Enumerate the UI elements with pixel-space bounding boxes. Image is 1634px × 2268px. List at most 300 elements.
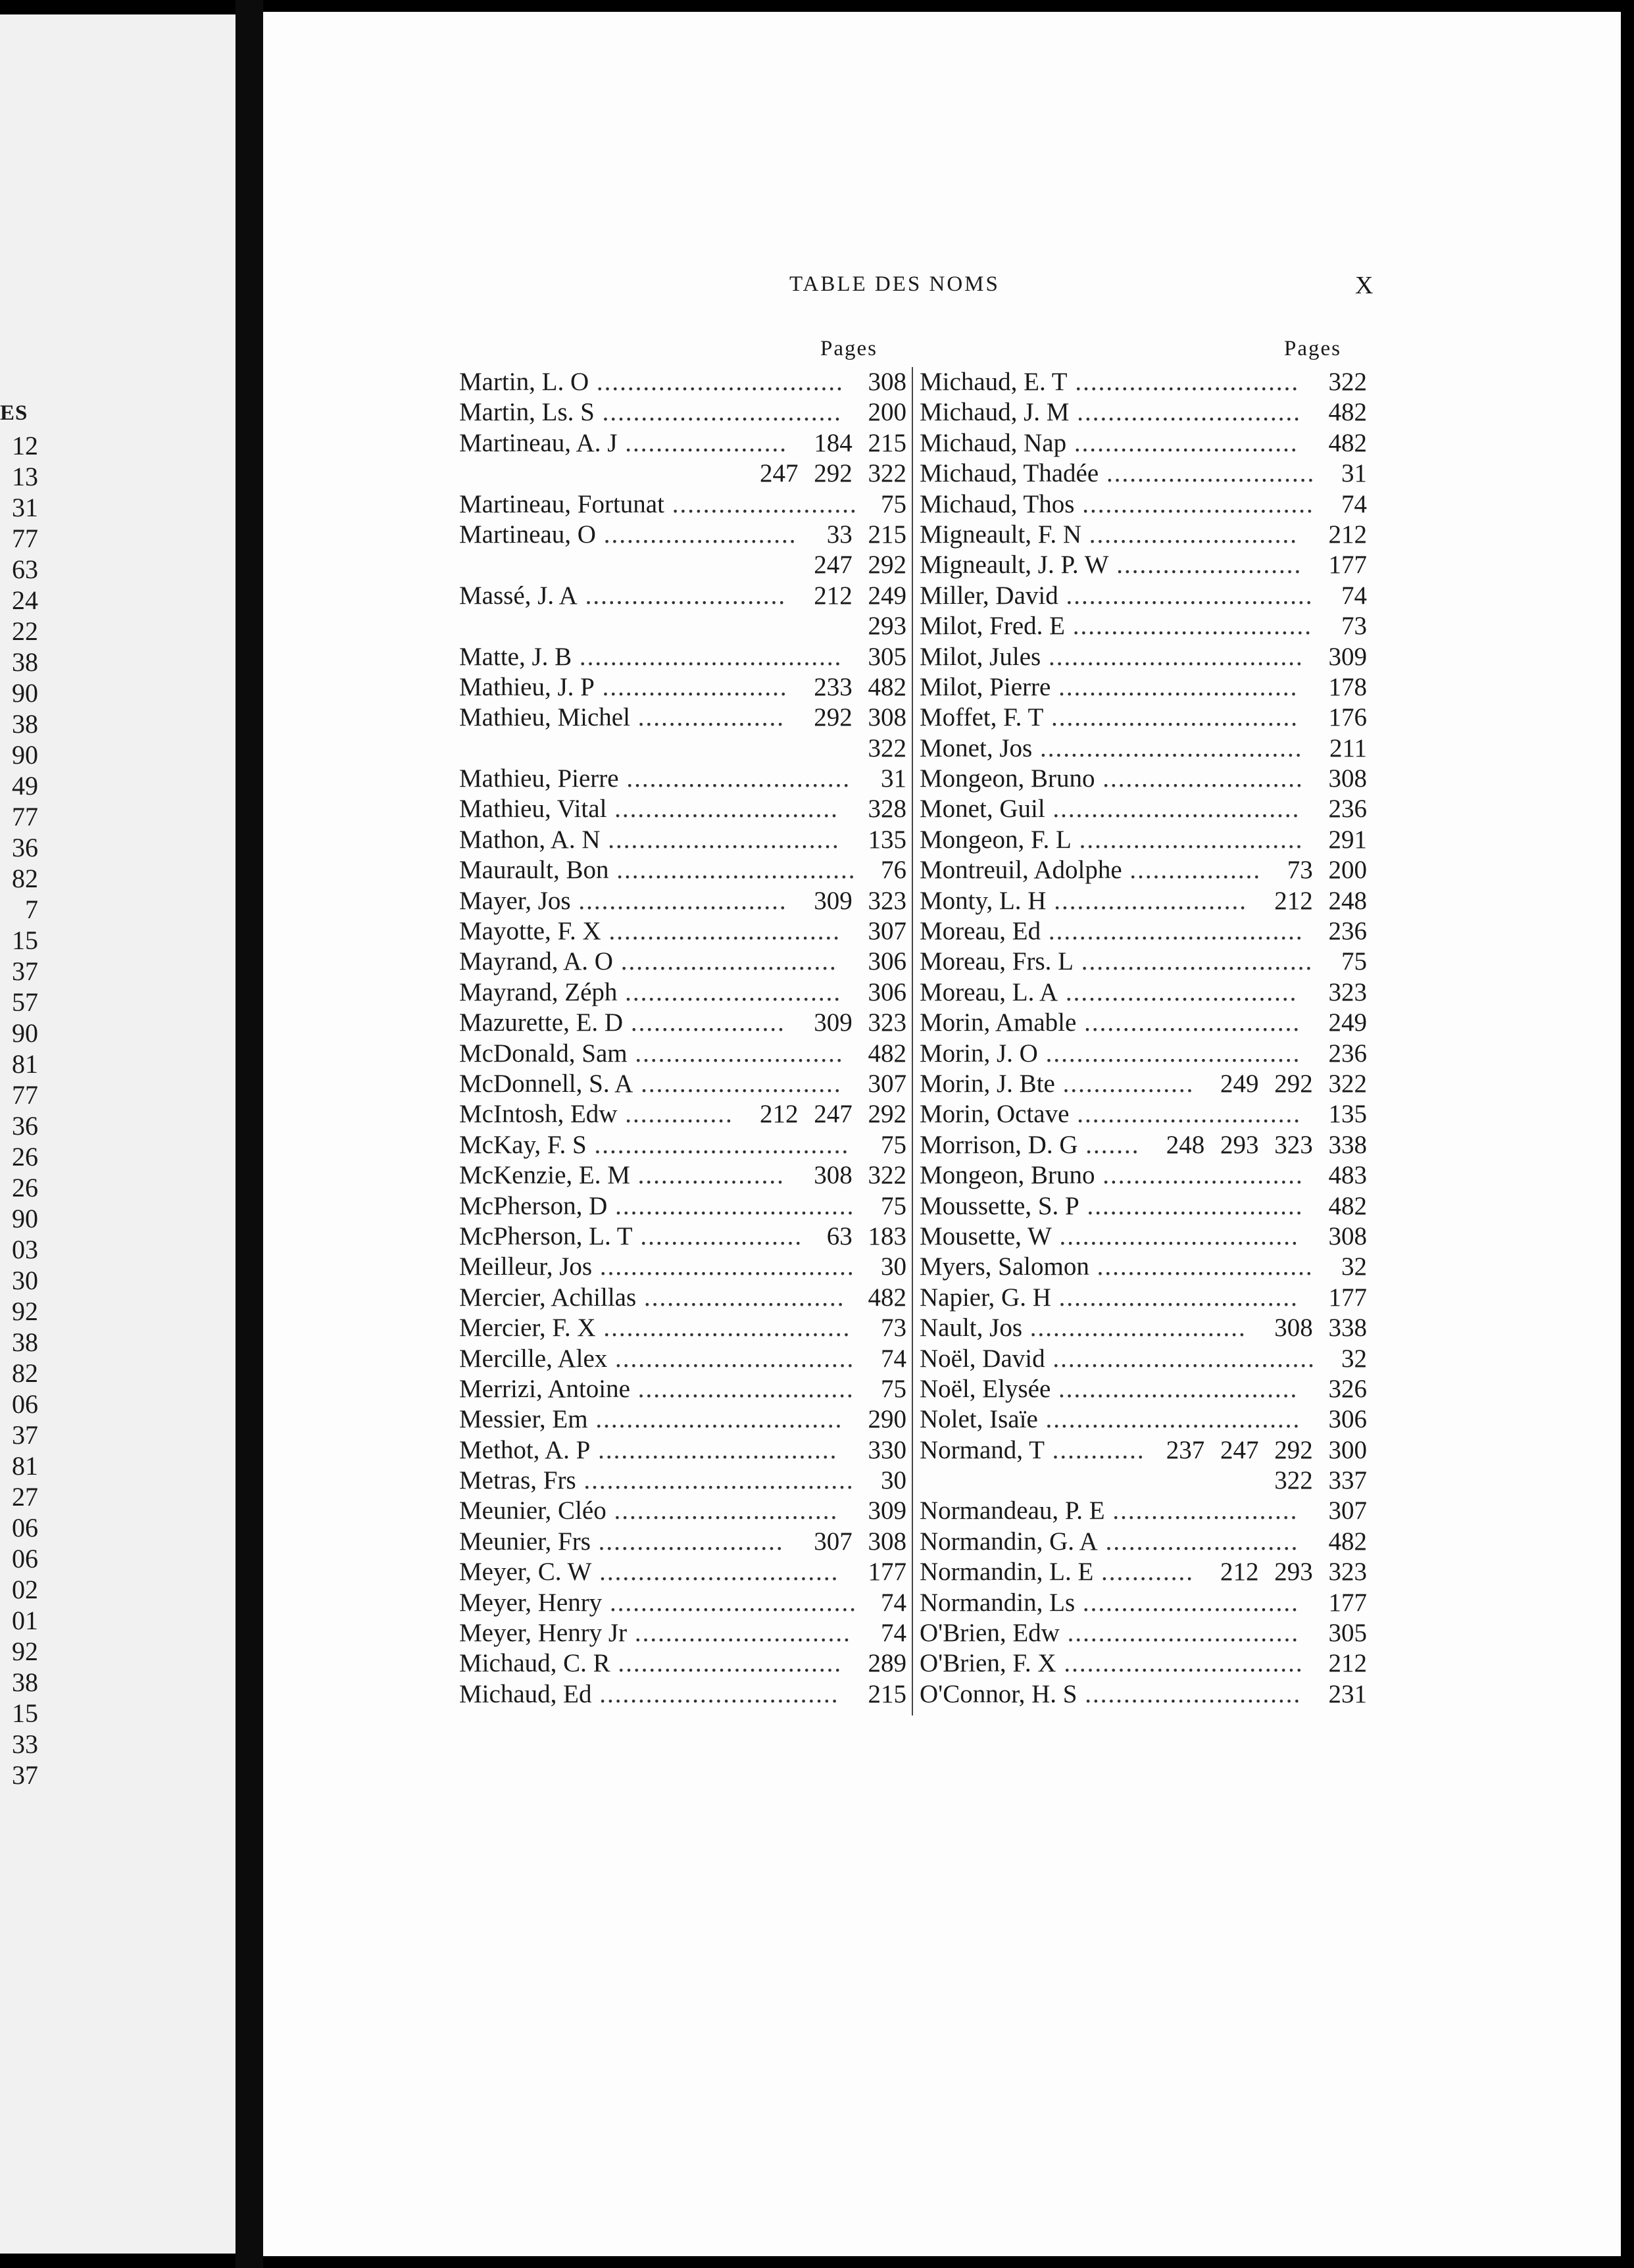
leader-dots: ............................... bbox=[1065, 612, 1312, 641]
index-entry bbox=[920, 397, 1367, 428]
leader-dots: ............................ bbox=[1075, 1588, 1299, 1617]
index-entry-pages: 482 bbox=[868, 1039, 906, 1068]
index-entry-name: McDonnell, S. A .......................... bbox=[459, 1069, 842, 1098]
leader-dots: ........................... bbox=[627, 1039, 844, 1068]
leader-dots: ................................ bbox=[595, 1314, 851, 1343]
index-entry-pages: 482 bbox=[1328, 428, 1367, 457]
index-entry bbox=[920, 1283, 1367, 1313]
index-entry-pages: 75 bbox=[881, 489, 906, 518]
index-entry bbox=[459, 1679, 906, 1710]
index-entry-pages: 289 bbox=[868, 1649, 906, 1678]
index-entry-pages: 75 bbox=[881, 1130, 906, 1159]
page-title: TABLE DES NOMS bbox=[789, 272, 1000, 296]
index-entry-name: Mongeon, F. L ............................. bbox=[920, 825, 1304, 854]
index-entry-name: Morin, J. O ................................. bbox=[920, 1039, 1301, 1068]
leader-dots: ............................... bbox=[1051, 1374, 1299, 1403]
index-entry bbox=[920, 367, 1367, 397]
index-entry-name: Meyer, C. W ............................... bbox=[459, 1558, 839, 1587]
index-entry bbox=[920, 1069, 1367, 1099]
index-column-left bbox=[459, 367, 906, 1710]
facing-page-fragment bbox=[0, 14, 235, 2254]
leader-dots: .............................. bbox=[1059, 1619, 1300, 1648]
index-entry-name: O'Brien, F. X ............................... bbox=[920, 1649, 1304, 1678]
leader-dots: ............................ bbox=[1022, 1314, 1247, 1343]
index-entry-pages: 306 bbox=[868, 947, 906, 976]
index-entry-name: McPherson, L. T ..................... bbox=[459, 1221, 803, 1250]
index-entry bbox=[920, 947, 1367, 977]
index-entry-pages: 308 bbox=[868, 368, 906, 396]
facing-page-header: ES bbox=[0, 401, 28, 425]
index-entry-pages: 236 bbox=[1328, 917, 1367, 946]
index-entry-pages: 322 337 bbox=[1274, 1466, 1367, 1495]
index-entry-name: Mercier, F. X ................................ bbox=[459, 1314, 851, 1343]
index-entry-name: O'Connor, H. S ............................ bbox=[920, 1679, 1302, 1708]
leader-dots: ............................. bbox=[1071, 825, 1304, 854]
index-entry bbox=[459, 855, 906, 885]
index-entry bbox=[920, 825, 1367, 855]
index-entry-name: McPherson, D ............................... bbox=[459, 1191, 855, 1220]
facing-page-number: 24 bbox=[12, 585, 38, 615]
index-entry-name: Mathieu, Michel ................... bbox=[459, 703, 785, 732]
index-entry bbox=[459, 1588, 906, 1618]
leader-dots: ............................... bbox=[591, 1558, 839, 1587]
index-entry bbox=[459, 1283, 906, 1313]
index-column-right bbox=[920, 367, 1367, 1710]
leader-dots: ............................ bbox=[1079, 1191, 1304, 1220]
index-entry-name: Mazurette, E. D .................... bbox=[459, 1008, 785, 1037]
facing-page-number: 82 bbox=[12, 1358, 38, 1388]
leader-dots: ................................ bbox=[1043, 703, 1299, 732]
index-entry-name: McKenzie, E. M ................... bbox=[459, 1161, 785, 1190]
index-entry bbox=[920, 977, 1367, 1008]
leader-dots: .............................. bbox=[600, 825, 840, 854]
index-entry-name: Mercier, Achillas .......................... bbox=[459, 1283, 845, 1312]
index-entry bbox=[920, 1039, 1367, 1069]
leader-dots: ................................ bbox=[1045, 795, 1300, 824]
index-entry-name: Meilleur, Jos ................................. bbox=[459, 1252, 855, 1281]
index-entry bbox=[920, 886, 1367, 916]
index-entry bbox=[920, 1252, 1367, 1282]
leader-dots: .......................... bbox=[633, 1069, 842, 1098]
leader-dots: ............................... bbox=[607, 1191, 855, 1220]
index-entry-name: Michaud, Thos .............................. bbox=[920, 489, 1314, 518]
index-entry bbox=[920, 672, 1367, 703]
index-entry bbox=[459, 1648, 906, 1679]
index-entry-pages: 178 bbox=[1328, 672, 1367, 701]
index-entry-name: Martin, Ls. S ............................... bbox=[459, 398, 842, 427]
facing-page-number: 26 bbox=[12, 1142, 38, 1171]
index-entry bbox=[920, 1008, 1367, 1038]
index-entry-name: Maurault, Bon ............................... bbox=[459, 856, 856, 885]
page-number: X bbox=[1355, 272, 1374, 299]
index-entry-name: Matte, J. B .................................. bbox=[459, 642, 843, 671]
leader-dots: .................... bbox=[623, 1008, 785, 1037]
leader-dots: ........................... bbox=[570, 886, 787, 915]
leader-dots: ............................... bbox=[607, 1344, 855, 1373]
index-entry-pages: 75 bbox=[881, 1374, 906, 1403]
leader-dots: ............................ bbox=[1077, 1679, 1302, 1708]
index-entry-pages: 233 482 bbox=[814, 672, 906, 701]
index-entry-name: Montreuil, Adolphe ................. bbox=[920, 856, 1262, 885]
facing-page-number: 15 bbox=[12, 925, 38, 955]
index-entry-name: Morin, Amable ............................ bbox=[920, 1008, 1301, 1037]
facing-page-number: 37 bbox=[12, 1760, 38, 1790]
index-entry-name: Nault, Jos ............................ bbox=[920, 1314, 1247, 1343]
index-entry-pages: 32 bbox=[1341, 1344, 1367, 1373]
index-entry-name: McDonald, Sam ........................... bbox=[459, 1039, 844, 1068]
index-entry bbox=[459, 611, 906, 641]
leader-dots: .............................. bbox=[1073, 947, 1314, 976]
index-entry bbox=[920, 1374, 1367, 1404]
facing-page-number: 38 bbox=[12, 647, 38, 677]
index-entry bbox=[920, 1557, 1367, 1587]
index-entry bbox=[459, 703, 906, 733]
index-entry-pages: 177 bbox=[1328, 1588, 1367, 1617]
leader-dots: ................... bbox=[630, 1161, 785, 1190]
facing-page-number: 03 bbox=[12, 1235, 38, 1264]
index-entry-pages: 73 200 bbox=[1287, 856, 1367, 885]
index-entry-name: Morrison, D. G ....... bbox=[920, 1130, 1140, 1159]
index-entry bbox=[920, 1344, 1367, 1374]
index-entry bbox=[920, 1221, 1367, 1252]
index-entry-name: Methot, A. P ............................... bbox=[459, 1435, 838, 1464]
index-entry bbox=[920, 1404, 1367, 1435]
index-entry bbox=[920, 1191, 1367, 1221]
index-entry-pages: 236 bbox=[1328, 795, 1367, 824]
facing-page-number: 90 bbox=[12, 1018, 38, 1048]
index-entry bbox=[459, 458, 906, 489]
column-divider bbox=[912, 367, 913, 1715]
index-entry bbox=[459, 1130, 906, 1160]
index-entry-pages: 75 bbox=[881, 1191, 906, 1220]
index-entry bbox=[920, 520, 1367, 550]
index-entry bbox=[920, 1618, 1367, 1648]
leader-dots: ......................... bbox=[595, 520, 797, 549]
facing-page-number: 82 bbox=[12, 864, 38, 893]
index-entry-name: Meunier, Cléo ............................. bbox=[459, 1496, 839, 1525]
facing-page-number: 31 bbox=[12, 493, 38, 522]
index-entry bbox=[920, 855, 1367, 885]
index-entry-pages: 322 bbox=[1328, 368, 1367, 396]
facing-page-numbers bbox=[12, 430, 38, 1790]
index-entry bbox=[920, 1679, 1367, 1710]
index-entry-name: Mayrand, A. O ............................ bbox=[459, 947, 837, 976]
index-entry bbox=[920, 916, 1367, 947]
index-entry-pages: 31 bbox=[1341, 459, 1367, 488]
index-entry-name: Merrizi, Antoine ............................ bbox=[459, 1374, 854, 1403]
index-entry bbox=[459, 794, 906, 824]
index-entry-name: Michaud, Ed ............................... bbox=[459, 1679, 839, 1708]
leader-dots: ........................ bbox=[1108, 551, 1302, 579]
facing-page-number: 33 bbox=[12, 1729, 38, 1759]
leader-dots: ............................. bbox=[610, 1649, 843, 1678]
leader-dots: ................................. bbox=[1041, 917, 1304, 946]
index-entry-pages: 176 bbox=[1328, 703, 1367, 732]
index-entry-pages: 177 bbox=[1328, 551, 1367, 579]
index-entry bbox=[459, 733, 906, 764]
facing-page-number: 37 bbox=[12, 1420, 38, 1450]
index-entry bbox=[459, 977, 906, 1008]
index-entry bbox=[459, 1252, 906, 1282]
index-entry-pages: 322 bbox=[868, 733, 906, 762]
index-entry-pages: 33 215 bbox=[826, 520, 906, 549]
index-entry-pages: 212 249 bbox=[814, 581, 906, 610]
facing-page-number: 90 bbox=[12, 1204, 38, 1233]
index-entry-name: Moussette, S. P ............................ bbox=[920, 1191, 1304, 1220]
index-entry-pages: 323 bbox=[1328, 977, 1367, 1006]
index-entry-name: Nolet, Isaïe ................................. bbox=[920, 1405, 1301, 1434]
index-entry-pages: 212 bbox=[1328, 1649, 1367, 1678]
index-entry bbox=[459, 550, 906, 580]
index-entry-pages: 330 bbox=[868, 1435, 906, 1464]
leader-dots: ................................ bbox=[589, 368, 844, 396]
index-entry-pages: 326 bbox=[1328, 1374, 1367, 1403]
index-entry bbox=[920, 1160, 1367, 1191]
leader-dots: ............................... bbox=[1056, 1649, 1304, 1678]
index-entry-pages: 291 bbox=[1328, 825, 1367, 854]
index-entry-pages: 308 bbox=[1328, 764, 1367, 793]
facing-page-number: 81 bbox=[12, 1451, 38, 1481]
index-entry bbox=[459, 1069, 906, 1099]
leader-dots: ........................ bbox=[1104, 1496, 1299, 1525]
facing-page-number: 27 bbox=[12, 1482, 38, 1512]
index-entry bbox=[920, 1435, 1367, 1466]
leader-dots: ................................ bbox=[587, 1405, 843, 1434]
facing-page-number: 37 bbox=[12, 956, 38, 986]
index-entry-pages: 305 bbox=[868, 642, 906, 671]
index-entry-name: Moreau, L. A .............................. bbox=[920, 977, 1298, 1006]
facing-page-number: 92 bbox=[12, 1296, 38, 1326]
index-entry bbox=[459, 1496, 906, 1526]
leader-dots: ................. bbox=[1122, 856, 1262, 885]
index-entry bbox=[920, 733, 1367, 764]
leader-dots: ............................ bbox=[1076, 1008, 1301, 1037]
leader-dots: ....... bbox=[1077, 1130, 1140, 1159]
facing-page-number: 26 bbox=[12, 1173, 38, 1202]
facing-page-number: 02 bbox=[12, 1575, 38, 1604]
index-entry-name: Monet, Jos .................................. bbox=[920, 733, 1303, 762]
index-entry bbox=[920, 642, 1367, 672]
index-entry-name: Normandin, L. E ............ bbox=[920, 1558, 1195, 1587]
leader-dots: .......................... bbox=[636, 1283, 845, 1312]
index-entry bbox=[459, 520, 906, 550]
index-entry-pages: 73 bbox=[1341, 612, 1367, 641]
index-entry-pages: 75 bbox=[1341, 947, 1367, 976]
index-entry bbox=[920, 1588, 1367, 1618]
index-entry-pages: 307 bbox=[868, 917, 906, 946]
index-entry-pages: 200 bbox=[868, 398, 906, 427]
facing-page-number: 77 bbox=[12, 802, 38, 831]
index-entry-name: Normandin, G. A ......................... bbox=[920, 1527, 1299, 1556]
index-entry-pages: 249 bbox=[1328, 1008, 1367, 1037]
index-entry-pages: 212 293 323 bbox=[1220, 1558, 1367, 1587]
leader-dots: ................................. bbox=[1037, 1039, 1301, 1068]
index-entry-name: Martineau, O ......................... bbox=[459, 520, 797, 549]
index-entry bbox=[459, 1221, 906, 1252]
leader-dots: .................................. bbox=[572, 642, 843, 671]
facing-page-number: 77 bbox=[12, 1080, 38, 1110]
index-entry-name: Messier, Em ................................ bbox=[459, 1405, 843, 1434]
index-entry-name: Monet, Guil ................................ bbox=[920, 795, 1300, 824]
index-entry bbox=[920, 1466, 1367, 1496]
index-entry-pages: 135 bbox=[1328, 1100, 1367, 1129]
index-entry-name: Metras, Frs ................................... bbox=[459, 1466, 854, 1495]
index-entry bbox=[459, 1404, 906, 1435]
index-entry bbox=[459, 367, 906, 397]
leader-dots: ............................... bbox=[590, 1435, 838, 1464]
leader-dots: ............................... bbox=[1051, 1221, 1299, 1250]
book-gutter bbox=[235, 0, 263, 2268]
index-entry bbox=[459, 1313, 906, 1343]
leader-dots: .................................. bbox=[1045, 1344, 1316, 1373]
leader-dots: ............................. bbox=[618, 764, 851, 793]
index-entry-pages: 177 bbox=[868, 1558, 906, 1587]
facing-page-number: 90 bbox=[12, 678, 38, 708]
index-entry bbox=[920, 1527, 1367, 1557]
index-entry-name: Moreau, Ed ................................. bbox=[920, 917, 1304, 946]
leader-dots: .......................... bbox=[1095, 1161, 1304, 1190]
index-entry bbox=[459, 825, 906, 855]
index-entry-name: Mousette, W ............................... bbox=[920, 1221, 1299, 1250]
index-entry-pages: 482 bbox=[1328, 1191, 1367, 1220]
index-entry-pages: 308 322 bbox=[814, 1161, 906, 1190]
index-entry-pages: 307 bbox=[1328, 1496, 1367, 1525]
index-entry-name: O'Brien, Edw .............................. bbox=[920, 1619, 1300, 1648]
facing-page-number: 77 bbox=[12, 524, 38, 553]
leader-dots: ..................... bbox=[632, 1221, 803, 1250]
pages-column-header-right: Pages bbox=[1284, 337, 1341, 360]
index-entry-name: Meyer, Henry ................................ bbox=[459, 1588, 857, 1617]
index-entry-pages: 482 bbox=[1328, 398, 1367, 427]
index-entry bbox=[920, 458, 1367, 489]
index-entry bbox=[459, 1466, 906, 1496]
index-entry-pages: 482 bbox=[868, 1283, 906, 1312]
index-entry-pages: 249 292 322 bbox=[1220, 1069, 1367, 1098]
index-entry-name: Noël, Elysée ............................... bbox=[920, 1374, 1299, 1403]
facing-page-number: 06 bbox=[12, 1389, 38, 1419]
index-entry-name: Meyer, Henry Jr ............................ bbox=[459, 1619, 851, 1648]
index-entry bbox=[459, 1527, 906, 1557]
index-entry bbox=[459, 1191, 906, 1221]
facing-page-number: 63 bbox=[12, 555, 38, 584]
index-entry bbox=[459, 1618, 906, 1648]
index-entry-pages: 308 bbox=[1328, 1221, 1367, 1250]
index-entry-name: Mongeon, Bruno .......................... bbox=[920, 1161, 1304, 1190]
index-entry-pages: 74 bbox=[881, 1344, 906, 1373]
index-entry-name: Normandeau, P. E ........................ bbox=[920, 1496, 1299, 1525]
index-entry-pages: 63 183 bbox=[826, 1221, 906, 1250]
leader-dots: ............................... bbox=[1051, 672, 1299, 701]
index-entry-pages: 307 308 bbox=[814, 1527, 906, 1556]
index-entry-pages: 74 bbox=[881, 1619, 906, 1648]
index-entry bbox=[459, 1435, 906, 1466]
index-entry-pages: 308 338 bbox=[1274, 1314, 1367, 1343]
facing-page-number: 38 bbox=[12, 709, 38, 739]
index-entry-name: Noël, David .................................. bbox=[920, 1344, 1316, 1373]
index-entry-name: Mongeon, Bruno .......................... bbox=[920, 764, 1304, 793]
leader-dots: ............................ bbox=[630, 1374, 854, 1403]
index-entry-pages: 290 bbox=[868, 1405, 906, 1434]
index-entry-pages: 32 bbox=[1341, 1252, 1367, 1281]
index-entry-name: Mathieu, Vital ............................. bbox=[459, 795, 839, 824]
index-entry-pages: 307 bbox=[868, 1069, 906, 1098]
index-entry bbox=[459, 397, 906, 428]
index-entry-pages: 76 bbox=[881, 856, 906, 885]
index-entry-name: Napier, G. H ............................... bbox=[920, 1283, 1299, 1312]
index-entry bbox=[920, 1648, 1367, 1679]
index-entry-pages: 30 bbox=[881, 1466, 906, 1495]
index-entry bbox=[459, 428, 906, 458]
index-entry-name: Miller, David ................................ bbox=[920, 581, 1314, 610]
leader-dots: ................. bbox=[1054, 1069, 1195, 1098]
index-entry bbox=[920, 581, 1367, 611]
pages-column-header-left: Pages bbox=[820, 337, 878, 360]
index-entry-pages: 135 bbox=[868, 825, 906, 854]
leader-dots: .............................. bbox=[1074, 489, 1314, 518]
facing-page-number: 13 bbox=[12, 462, 38, 491]
leader-dots: ............................ bbox=[627, 1619, 851, 1648]
index-entry-pages: 237 247 292 300 bbox=[1166, 1435, 1367, 1464]
facing-page-number: 01 bbox=[12, 1606, 38, 1635]
leader-dots: ............................. bbox=[1069, 398, 1301, 427]
leader-dots: ......................... bbox=[1046, 886, 1247, 915]
index-entry bbox=[459, 1557, 906, 1587]
facing-page-number: 90 bbox=[12, 740, 38, 770]
index-entry-pages: 212 bbox=[1328, 520, 1367, 549]
leader-dots: ........................ bbox=[590, 1527, 784, 1556]
leader-dots: .............................. bbox=[1058, 977, 1298, 1006]
index-entry-name: Michaud, Nap ............................. bbox=[920, 428, 1299, 457]
index-entry-pages: 74 bbox=[1341, 489, 1367, 518]
index-entry-pages: 184 215 bbox=[814, 428, 906, 457]
index-entry-name: Milot, Jules ................................. bbox=[920, 642, 1304, 671]
index-entry bbox=[459, 672, 906, 703]
facing-page-number: 7 bbox=[25, 895, 38, 924]
index-entry bbox=[920, 764, 1367, 794]
index-entry-name: Mathon, A. N .............................. bbox=[459, 825, 840, 854]
index-entry bbox=[920, 703, 1367, 733]
index-entry-pages: 248 293 323 338 bbox=[1166, 1130, 1367, 1159]
facing-page-number: 15 bbox=[12, 1698, 38, 1728]
facing-page-number: 92 bbox=[12, 1637, 38, 1666]
index-entry bbox=[459, 947, 906, 977]
index-entry-name: Milot, Pierre ............................... bbox=[920, 672, 1299, 701]
leader-dots: ................................. bbox=[592, 1252, 855, 1281]
index-entry-name: Massé, J. A .......................... bbox=[459, 581, 787, 610]
leader-dots: ............................. bbox=[1066, 428, 1299, 457]
index-entry bbox=[459, 916, 906, 947]
index-entry bbox=[459, 1374, 906, 1404]
index-entry-name: Normand, T ............ bbox=[920, 1435, 1145, 1464]
index-entry-pages: 305 bbox=[1328, 1619, 1367, 1648]
leader-dots: ............ bbox=[1093, 1558, 1195, 1587]
leader-dots: ................................. bbox=[586, 1130, 850, 1159]
leader-dots: ..................... bbox=[617, 428, 787, 457]
leader-dots: ................................ bbox=[602, 1588, 857, 1617]
leader-dots: ............................. bbox=[1067, 368, 1300, 396]
index-entry-pages: 306 bbox=[1328, 1405, 1367, 1434]
index-entry-pages: 177 bbox=[1328, 1283, 1367, 1312]
index-entry bbox=[459, 581, 906, 611]
index-entry bbox=[920, 1130, 1367, 1160]
index-entry-pages: 212 248 bbox=[1274, 886, 1367, 915]
leader-dots: ............................... bbox=[591, 1679, 839, 1708]
leader-dots: ............................ bbox=[617, 977, 842, 1006]
leader-dots: ................................ bbox=[1058, 581, 1314, 610]
index-entry-pages: 73 bbox=[881, 1314, 906, 1343]
facing-page-number: 12 bbox=[12, 431, 38, 460]
index-entry-pages: 482 bbox=[1328, 1527, 1367, 1556]
